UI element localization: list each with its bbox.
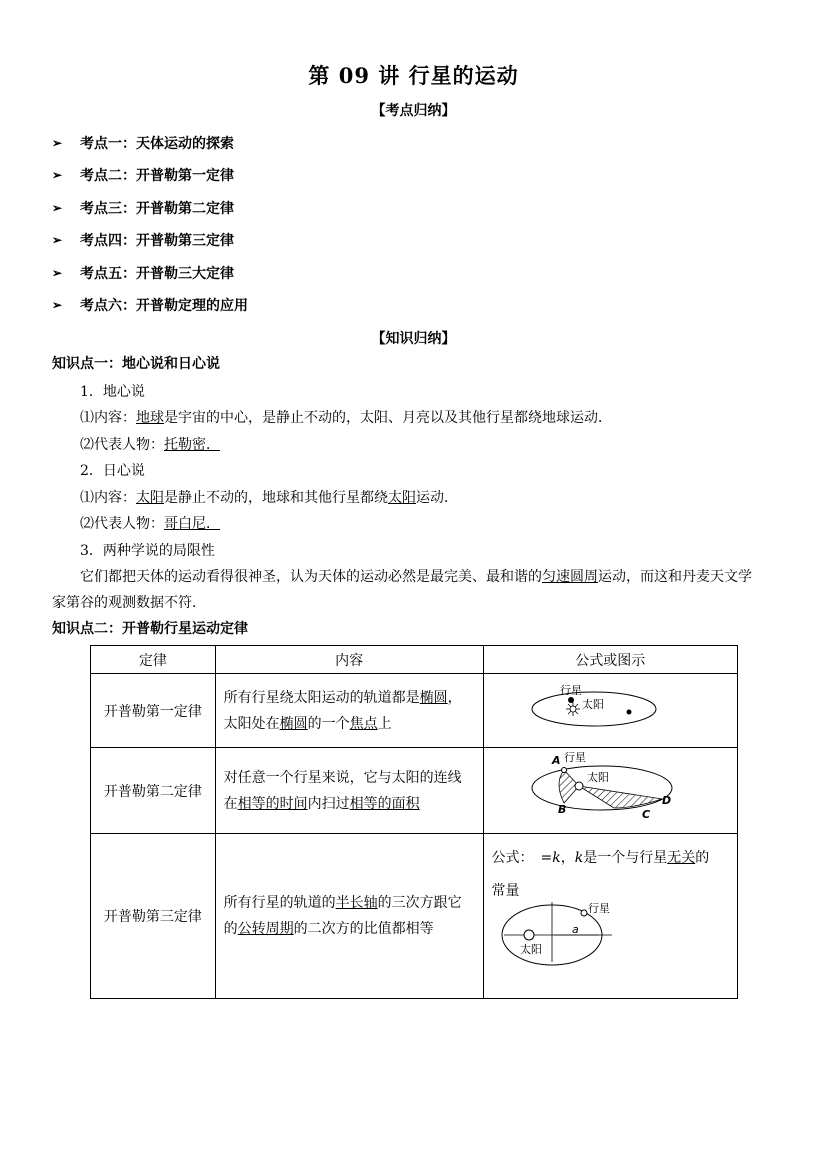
arrow-bullet-icon: ➢ (52, 298, 63, 312)
list-item: ➢ 考点五：开普勒三大定律 (52, 266, 234, 282)
law-figure (483, 748, 737, 834)
arrow-bullet-icon: ➢ (52, 168, 63, 182)
page-title: 第 09 讲 行星的运动 (308, 63, 519, 88)
svg-text:行星: 行星 (559, 684, 582, 697)
table-header-row (91, 646, 738, 674)
subheading-heliocentric: 2．日心说 (80, 463, 145, 479)
law-content: 所有行星的轨道的半长轴的三次方跟它 的公转周期的二次方的比值都相等 (215, 834, 483, 999)
list-item: ➢ 考点一：天体运动的探索 (52, 136, 234, 152)
geocentric-content: ⑴内容：地球是宇宙的中心，是静止不动的，太阳、月亮以及其他行星都绕地球运动． (80, 410, 612, 426)
knowledge-heading-1: 知识点一：地心说和日心说 (52, 356, 220, 372)
subheading-limitations: 3．两种学说的局限性 (80, 543, 215, 559)
list-item: ➢ 考点三：开普勒第二定律 (52, 201, 234, 217)
law-name: 开普勒第一定律 (91, 674, 216, 748)
heliocentric-person: ⑵代表人物：哥白尼． (80, 516, 220, 532)
column-header: 内容 (215, 646, 483, 674)
law-content: 对任意一个行星来说，它与太阳的连线 在相等的时间内扫过相等的面积 (215, 748, 483, 834)
law-name: 开普勒第二定律 (91, 748, 216, 834)
elliptical-orbit-diagram (484, 674, 730, 743)
arrow-bullet-icon: ➢ (52, 136, 63, 150)
semi-major-axis-diagram (484, 902, 730, 997)
svg-text:C: C (641, 808, 650, 821)
limitations-paragraph: 它们都把天体的运动看得很神圣，认为天体的运动必然是最完美、最和谐的匀速圆周运动，而这和丹麦天文学 (80, 569, 752, 585)
law-figure (483, 834, 737, 999)
svg-text:太阳: 太阳 (586, 771, 609, 784)
arrow-bullet-icon: ➢ (52, 233, 63, 247)
law-figure (483, 674, 737, 748)
svg-text:太阳: 太阳 (519, 943, 542, 956)
svg-text:D: D (661, 794, 671, 807)
arrow-bullet-icon: ➢ (52, 201, 63, 215)
arrow-bullet-icon: ➢ (52, 266, 63, 280)
section-heading-knowledge: 【知识归纳】 (371, 331, 456, 347)
list-item: ➢ 考点六：开普勒定理的应用 (52, 298, 248, 314)
formula-text: 公式： =k，k是一个与行星无关的 常量 (491, 850, 710, 899)
geocentric-person: ⑵代表人物：托勒密． (80, 437, 220, 453)
column-header: 定律 (91, 646, 216, 674)
table-row (91, 834, 738, 999)
column-header: 公式或图示 (483, 646, 737, 674)
list-item: ➢ 考点二：开普勒第一定律 (52, 168, 234, 184)
subheading-geocentric: 1．地心说 (80, 384, 145, 400)
table-row (91, 674, 738, 748)
law-name: 开普勒第三定律 (91, 834, 216, 999)
knowledge-heading-2: 知识点二：开普勒行星运动定律 (52, 621, 248, 637)
svg-text:行星: 行星 (563, 751, 586, 764)
table-row (91, 748, 738, 834)
svg-text:A: A (551, 754, 561, 767)
limitations-paragraph-cont: 家第谷的观测数据不符． (52, 595, 206, 611)
svg-text:太阳: 太阳 (581, 698, 604, 711)
list-item: ➢ 考点四：开普勒第三定律 (52, 233, 234, 249)
svg-text:a: a (571, 923, 579, 936)
law-content: 所有行星绕太阳运动的轨道都是椭圆， 太阳处在椭圆的一个焦点上 (215, 674, 483, 748)
svg-text:行星: 行星 (587, 902, 610, 915)
svg-text:B: B (557, 803, 566, 816)
section-heading-points: 【考点归纳】 (371, 103, 456, 119)
heliocentric-content: ⑴内容：太阳是静止不动的，地球和其他行星都绕太阳运动． (80, 490, 458, 506)
equal-area-diagram (484, 748, 730, 829)
kepler-laws-table (90, 645, 738, 999)
